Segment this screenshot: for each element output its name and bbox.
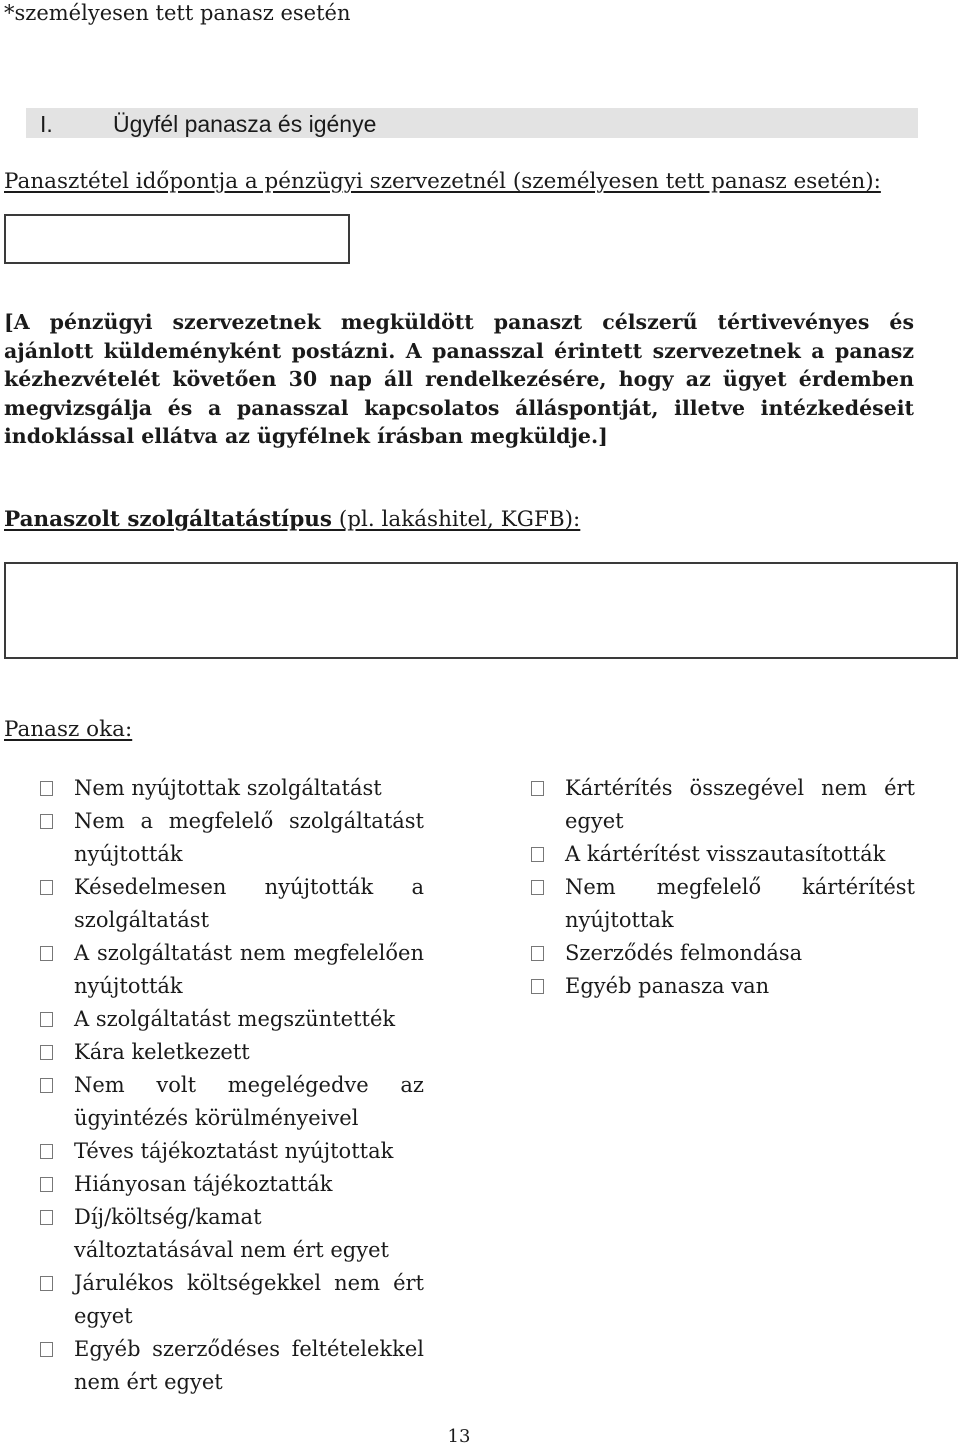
reason-checkbox-item[interactable] bbox=[40, 1201, 424, 1267]
checkbox-icon[interactable] bbox=[40, 1012, 53, 1027]
reason-label: Nem volt megelégedve az ügyintézés körülményeivel bbox=[74, 1073, 424, 1130]
service-type-field[interactable] bbox=[4, 562, 958, 659]
reason-checkbox-item[interactable] bbox=[40, 1069, 424, 1135]
reason-label: Téves tájékoztatást nyújtottak bbox=[74, 1139, 394, 1163]
checkbox-icon[interactable] bbox=[531, 880, 544, 895]
reason-checkbox-item[interactable] bbox=[40, 1135, 424, 1168]
reason-label: Hiányosan tájékoztatták bbox=[74, 1172, 333, 1196]
reason-label: Nem a megfelelő szolgáltatást nyújtották bbox=[74, 809, 424, 866]
checkbox-icon[interactable] bbox=[531, 847, 544, 862]
reason-label: Késedelmesen nyújtották a szolgáltatást bbox=[74, 875, 424, 932]
reason-checkbox-item[interactable] bbox=[40, 1168, 424, 1201]
info-paragraph: [A pénzügyi szervezetnek megküldött panaszt célszerű tértivevényes és ajánlott küldeményként postázni. A panasszal érintett szervezetnek a panasz kézhezvételét követően 30 nap áll rendelkezésére, hogy az ügyet érdemben megvizsgálja és a panasszal kapcsolatos álláspontját, illetve intézkedéseit indoklással ellátva az ügyfélnek írásban megküldje.] bbox=[4, 310, 914, 448]
checkbox-icon[interactable] bbox=[40, 1078, 53, 1093]
checkbox-icon[interactable] bbox=[40, 1276, 53, 1291]
reason-checkbox-item[interactable] bbox=[531, 937, 915, 970]
service-type-label-hint: (pl. lakáshitel, KGFB): bbox=[331, 507, 581, 532]
reason-checkbox-item[interactable] bbox=[40, 1003, 424, 1036]
reason-label: Egyéb panasza van bbox=[565, 974, 770, 998]
complaint-date-field[interactable] bbox=[4, 214, 350, 264]
reason-checkbox-item[interactable] bbox=[40, 937, 424, 1003]
checkbox-icon[interactable] bbox=[531, 946, 544, 961]
checkbox-icon[interactable] bbox=[40, 814, 53, 829]
complaint-date-label: Panasztétel időpontja a pénzügyi szervezetnél (személyesen tett panasz esetén): bbox=[4, 169, 881, 194]
reason-checkbox-item[interactable] bbox=[531, 838, 915, 871]
reason-checkbox-item[interactable] bbox=[40, 772, 424, 805]
reason-list-left bbox=[40, 772, 424, 1399]
checkbox-icon[interactable] bbox=[40, 1177, 53, 1192]
checkbox-icon[interactable] bbox=[40, 1045, 53, 1060]
reason-label: Kártérítés összegével nem ért egyet bbox=[565, 776, 915, 833]
reason-label: A kártérítést visszautasították bbox=[565, 842, 886, 866]
reason-checkbox-item[interactable] bbox=[40, 805, 424, 871]
reason-label: Nem nyújtottak szolgáltatást bbox=[74, 776, 382, 800]
checkbox-icon[interactable] bbox=[40, 880, 53, 895]
service-type-label bbox=[4, 506, 580, 534]
reason-label: Járulékos költségekkel nem ért egyet bbox=[74, 1271, 424, 1328]
section-number: I. bbox=[40, 111, 53, 137]
page-number: 13 bbox=[447, 1426, 471, 1447]
reason-checkbox-item[interactable] bbox=[40, 871, 424, 937]
checkbox-icon[interactable] bbox=[40, 781, 53, 796]
checkbox-icon[interactable] bbox=[40, 1210, 53, 1225]
reason-checkbox-item[interactable] bbox=[531, 970, 915, 1003]
reason-checkbox-item[interactable] bbox=[531, 772, 915, 838]
reason-checkbox-item[interactable] bbox=[531, 871, 915, 937]
checkbox-icon[interactable] bbox=[40, 1342, 53, 1357]
complaint-reason-label: Panasz oka: bbox=[4, 717, 133, 742]
checkbox-icon[interactable] bbox=[40, 1144, 53, 1159]
checkbox-icon[interactable] bbox=[531, 781, 544, 796]
reason-checkbox-item[interactable] bbox=[40, 1333, 424, 1399]
reason-checkbox-item[interactable] bbox=[40, 1267, 424, 1333]
section-title: Ügyfél panasza és igénye bbox=[113, 111, 377, 137]
footnote-personal-complaint: *személyesen tett panasz esetén bbox=[4, 1, 351, 25]
reason-label: A szolgáltatást megszüntették bbox=[74, 1007, 396, 1031]
reason-label: A szolgáltatást nem megfelelően nyújtották bbox=[74, 941, 424, 998]
reason-label: Egyéb szerződéses feltételekkel nem ért egyet bbox=[74, 1337, 424, 1394]
reason-label: Kára keletkezett bbox=[74, 1040, 250, 1064]
reason-checkbox-item[interactable] bbox=[40, 1036, 424, 1069]
checkbox-icon[interactable] bbox=[40, 946, 53, 961]
service-type-label-main: Panaszolt szolgáltatástípus bbox=[4, 507, 332, 532]
reason-label: Nem megfelelő kártérítést nyújtottak bbox=[565, 875, 915, 932]
reason-label: Szerződés felmondása bbox=[565, 941, 803, 965]
reason-list-right bbox=[531, 772, 915, 1003]
reason-label: Díj/költség/kamat változtatásával nem ért egyet bbox=[74, 1205, 389, 1262]
checkbox-icon[interactable] bbox=[531, 979, 544, 994]
